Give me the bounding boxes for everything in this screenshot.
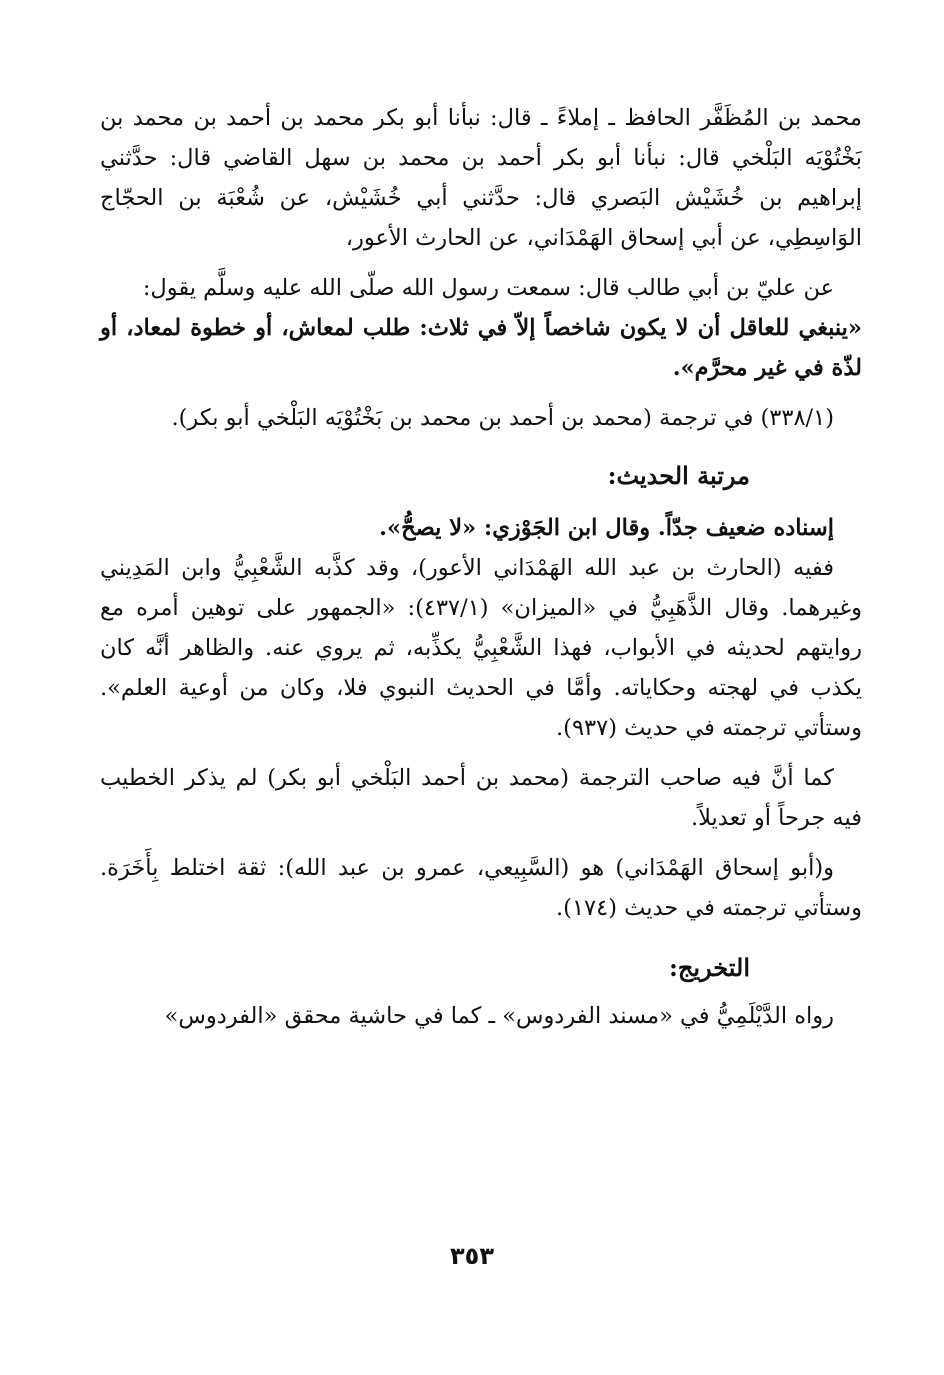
isnad-line-2: محمد بن بَخْتُوْيَه البَلْخي قال: نبأنا أبو بكر أحمد بن محمد بن سهل القاضي قال: (100, 105, 862, 171)
isnad-line-3: حدَّثني إبراهيم بن خُشَيْش البَصري قال: حدَّثني أبي خُشَيْش، عن شُعْبَة بن (100, 145, 862, 211)
grading-paragraph-1: ففيه (الحارث بن عبد الله الهَمْدَاني الأعور)، وقد كذَّبه الشَّعْبِيُّ وابن المَدِيني وغيرهما. وقال الذَّهَبِيُّ في «الميزان» (٤٣٧/١): «الجمهور على توهين أمره مع روايتهم لحديثه في الأبواب، فهذا الشَّعْبِيُّ يكذِّبه، ثم يروي عنه. والظاهر أنَّه كان يكذب في لهجته وحكاياته. وأمَّا في الحديث النبوي فلا، وكان من أوعية العلم». وستأتي ترجمته في حديث (٩٣٧). (100, 555, 862, 741)
grading-paragraph-2: كما أنَّ فيه صاحب الترجمة (محمد بن أحمد البَلْخي أبو بكر) لم يذكر الخطيب فيه جرحاً أو تعديلاً. (100, 765, 862, 831)
isnad-line-4: الحجّاج الوَاسِطِي، عن أبي إسحاق الهَمْدَاني، عن الحارث الأعور، (100, 185, 862, 251)
takhrij-paragraph-1: رواه الدَّيْلَمِيُّ في «مسند الفردوس» ـ كما في حاشية محقق «الفردوس» (164, 1003, 834, 1029)
hadith-text: «ينبغي للعاقل أن لا يكون شاخصاً إلاّ في ثلاث: طلب لمعاش، أو خطوة لمعاد، أو لذّة في غير محرَّم». (100, 315, 862, 381)
grading-heading: مرتبة الحديث: (607, 461, 750, 490)
page-body (100, 98, 862, 1036)
isnad-chain (100, 98, 862, 258)
takhrij-heading: التخريج: (669, 953, 750, 982)
ibn-jawzi-quote: «لا يصحُّ». (379, 515, 477, 541)
isnad-weak-text: إسناده ضعيف جدّاً. وقال ابن الجَوْزي: (476, 515, 834, 541)
isnad-grade (100, 508, 862, 548)
page-number: ٣٥٣ (450, 1242, 494, 1270)
grading-paragraph-3: و(أبو إسحاق الهَمْدَاني) هو (السَّبِيعي، عمرو بن عبد الله): ثقة اختلط بِأَخَرَة. وستأتي ترجمته في حديث (١٧٤). (100, 855, 862, 921)
reference-paragraph: (٣٣٨/١) في ترجمة (محمد بن أحمد بن محمد بن بَخْتُوْيَه البَلْخي أبو بكر). (171, 405, 834, 431)
hadith-paragraph (100, 268, 862, 388)
hadith-intro: عن عليّ بن أبي طالب قال: سمعت رسول الله صلّى الله عليه وسلَّم يقول: (142, 275, 834, 301)
isnad-line-1: محمد بن المُظَفَّر الحافظ ـ إملاءً ـ قال: نبأنا أبو بكر محمد بن أحمد بن (193, 105, 863, 131)
